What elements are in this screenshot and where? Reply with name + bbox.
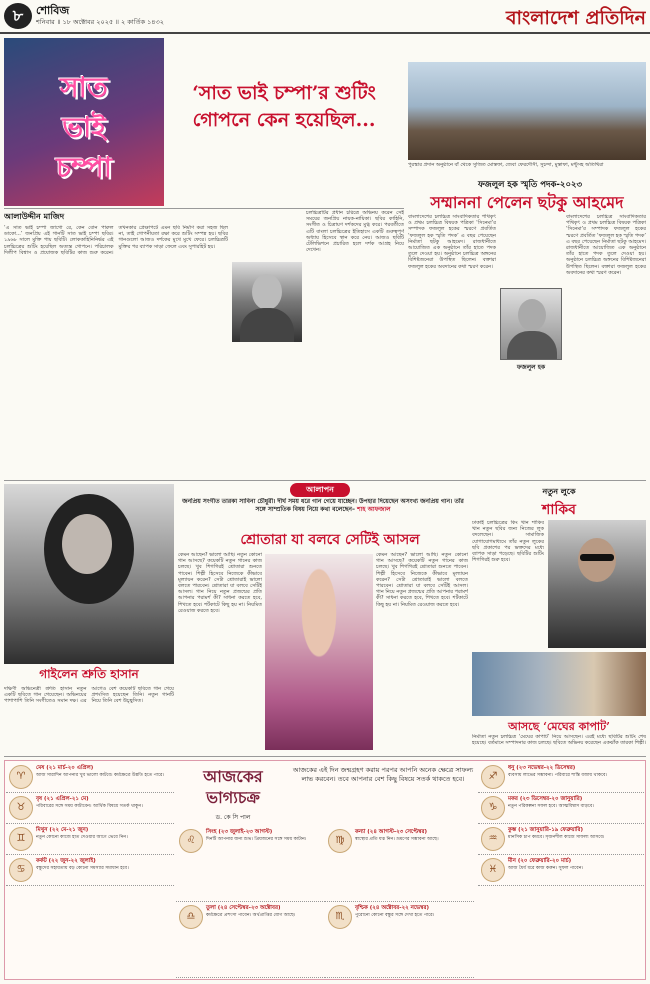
sign-text: পরিবারের সঙ্গে সময় কাটাবেন। আর্থিক বিষয়ে সতর্ক থাকুন।	[36, 804, 143, 809]
shruti-headline: গাইলেন শ্রুতি হাসান	[39, 667, 139, 681]
sign-item	[6, 793, 174, 824]
sign-item	[176, 826, 325, 902]
lead-byline: আলাউদ্দীন মাজিদ	[4, 212, 65, 221]
sign-item	[325, 902, 474, 978]
aries-icon: ♈	[9, 765, 33, 789]
mekher-headline: আসছে ‘মেঘের কাপাট’	[508, 720, 610, 733]
sign-text: ব্যবসায় লাভের সম্ভাবনা। পরিবারে শান্তি বজায় থাকবে।	[508, 773, 608, 778]
shakib-name: শাকিব	[542, 502, 576, 518]
award-kicker: ফজলুল হক স্মৃতি পদক-২০২৩	[477, 180, 583, 190]
shruti-photo	[4, 484, 174, 664]
sign-item	[478, 824, 644, 855]
libra-icon: ♎	[179, 905, 203, 929]
sign-text: আজ সারাদিন আপনার খুব ভালো কাটবে। কর্মক্ষেত্রে উন্নতি হতে পারে।	[36, 773, 165, 778]
sign-item	[6, 762, 174, 793]
sign-text: নতুন কোনো কাজে হাত দেওয়ার আগে ভেবে নিন।	[36, 835, 128, 840]
sign-text: মানসিক চাপ কমবে। সৃজনশীল কাজে সাফল্য আসবে।	[508, 835, 605, 840]
poster-title: সাত ভাই চম্পা	[56, 71, 112, 184]
award-body-cont: বাংলাদেশের চলচ্চিত্র সাংবাদিকতার পথিকৃৎ ও প্রথম চলচ্চিত্র বিষয়ক পত্রিকা ‘সিনেমা’র সম্পাদক ফজলুল হকের স্মরণে প্রবর্তিত ‘ফজলুল হক স্মৃতি পদক’ এ বছর পেয়েছেন নির্মাতা ছটকু আহমেদ। রাজধানীতে আয়োজিত এক অনুষ্ঠানে তাঁর হাতে পদক তুলে দেওয়া হয়। অনুষ্ঠানে চলচ্চিত্র অঙ্গনের বিশিষ্টজনেরা উপস্থিত ছিলেন। বক্তারা ফজলুল হকের অবদানের কথা স্মরণ করেন।	[566, 214, 646, 276]
sign-name: সিংহ (২৩ জুলাই-২৩ আগস্ট)	[206, 829, 273, 835]
interview-logo: আলাপন	[290, 483, 350, 497]
leo-icon: ♌	[179, 829, 203, 853]
sign-text: কর্মক্ষেত্রে প্রশংসা পাবেন। অর্থপ্রাপ্তির যোগ আছে।	[206, 913, 296, 918]
pisces-icon: ♓	[481, 858, 505, 882]
capricorn-icon: ♑	[481, 796, 505, 820]
issue-date: শনিবার ॥ ১৮ অক্টোবর ২০২৫ ॥ ২ কার্তিক ১৪৩২	[36, 18, 164, 26]
mekher-photo	[472, 652, 646, 716]
interview-body: কেমন আছেন? ভালো আছি। নতুন কোনো গান আসছে? কয়েকটি নতুন গানের কাজ চলছে। খুব শিগগিরই শ্রোতারা শুনতে পাবেন। শিল্পী হিসেবে নিজেকে কীভাবে মূল্যায়ন করেন? সেটা শ্রোতারাই ভালো বলতে পারবেন। শ্রোতারা যা বলবে সেটিই আসল। গান নিয়ে নতুন প্রজন্মের প্রতি আপনার পরামর্শ কী? সাধনা করতে হবে, শিখতে হবে। শর্টকাটে কিছু হয় না। নিয়মিত রেওয়াজ করতে হবে।	[178, 552, 262, 614]
sign-item	[325, 826, 474, 902]
sign-name: ধনু (২৩ নভেম্বর-২২ ডিসেম্বর)	[508, 765, 576, 771]
shakib-kicker: নতুন লুকে	[542, 487, 576, 496]
interview-intro	[178, 498, 468, 524]
award-headline: সম্মাননা পেলেন ছটকু আহমেদ	[430, 193, 624, 212]
sign-text: পুরোনো কোনো বন্ধুর সঙ্গে দেখা হতে পারে।	[355, 913, 435, 918]
sagittarius-icon: ♐	[481, 765, 505, 789]
sign-item	[176, 902, 325, 978]
scorpio-icon: ♏	[328, 905, 352, 929]
sign-name: মেষ (২১ মার্চ-২০ এপ্রিল)	[36, 765, 94, 771]
gemini-icon: ♊	[9, 827, 33, 851]
lead-divider	[4, 208, 404, 209]
interview-headline: শ্রোতারা যা বলবে সেটিই আসল	[240, 532, 420, 548]
sign-name: কন্যা (২৪ আগস্ট-২৩ সেপ্টেম্বর)	[355, 829, 428, 835]
page-number: ৮	[4, 3, 32, 29]
lead-body: ‘এ সাত ভাই চম্পা জাগো রে, কেন বোন পারুল ডাকো...’ জনপ্রিয় এই গানটি সাত ভাই চম্পা ছবির। ১৯৬৮ সালে মুক্তি পায় ছবিটি। লোককাহিনিনির্ভর এই চলচ্চিত্রের শুটিং হয়েছিল অত্যন্ত গোপনে। পরিচালক দিলীপ বিশ্বাস ও প্রযোজক ছবিটির কাজ শুরু করেন। তখনকার প্রেক্ষাপটে এমন ছবি নির্মাণ করা সহজ ছিল না, তাই গোপনীয়তা রক্ষা করে শুটিং সম্পন্ন হয়। ছবির গানগুলো আজও দর্শকের মুখে মুখে ফেরে। চলচ্চিত্রটি মুক্তির পর ব্যাপক সাড়া ফেলে এবং সুপারহিট হয়।	[4, 225, 228, 256]
award-portrait-label: ফজলুল হক	[516, 364, 546, 371]
sign-name: মীন (২০ ফেব্রুয়ারি-২০ মার্চ)	[508, 858, 572, 864]
sign-name: বৃষ (২১ এপ্রিল-২১ মে)	[36, 796, 89, 802]
sign-item	[6, 824, 174, 855]
lead-headline: ‘সাত ভাই চম্পা’র শুটিং গোপনে কেন হয়েছিল...	[192, 82, 376, 131]
sign-text: আজ ধৈর্য ধরে কাজ করুন। সুফল পাবেন।	[508, 866, 584, 871]
shakib-photo	[548, 520, 646, 648]
lead-portrait	[232, 262, 302, 342]
cancer-icon: ♋	[9, 858, 33, 882]
horoscope-title: আজকের ভাগ্যচক্র	[203, 767, 263, 807]
section-name: শোবিজ	[36, 4, 70, 16]
sign-name: তুলা (২৪ সেপ্টেম্বর-২৩ অক্টোবর)	[206, 905, 281, 911]
sign-item	[6, 855, 174, 886]
award-body: বাংলাদেশের চলচ্চিত্র সাংবাদিকতার পথিকৃৎ ও প্রথম চলচ্চিত্র বিষয়ক পত্রিকা ‘সিনেমা’র সম্পাদক ফজলুল হকের স্মরণে প্রবর্তিত ‘ফজলুল হক স্মৃতি পদক’ এ বছর পেয়েছেন নির্মাতা ছটকু আহমেদ। রাজধানীতে আয়োজিত এক অনুষ্ঠানে তাঁর হাতে পদক তুলে দেওয়া হয়। অনুষ্ঠানে চলচ্চিত্র অঙ্গনের বিশিষ্টজনেরা উপস্থিত ছিলেন। বক্তারা ফজলুল হকের অবদানের কথা স্মরণ করেন।	[408, 214, 496, 270]
newspaper-logo: বাংলাদেশ প্রতিদিন	[505, 7, 646, 29]
sign-name: কর্কট (২২ জুন-২২ জুলাই)	[36, 858, 96, 864]
sign-text: বন্ধুদের সহায়তায় বড় কোনো সমস্যার সমাধান হবে।	[36, 866, 129, 871]
award-photo-caption: পুরস্কার প্রদান অনুষ্ঠানে বাঁ থেকে সুজিত মোস্তফা, জেবা ফেরদৌসী, সুচন্দা, মুস্তাফা, মন্টুসহ অতিথিরা	[408, 162, 604, 168]
taurus-icon: ♉	[9, 796, 33, 820]
interview-portrait	[265, 554, 373, 750]
lead-body-cont: চলচ্চিত্রটির প্রধান চরিত্রে অভিনয় করেন সেই সময়ের জনপ্রিয় নায়ক-নায়িকা। ছবির কাহিনি, সংগীত ও চিত্রায়ণ দর্শকদের মুগ্ধ করে। পরবর্তীতে এটি বাংলা চলচ্চিত্রের ইতিহাসে একটি গুরুত্বপূর্ণ অধ্যায় হিসেবে স্থান করে নেয়। আজও ছবিটি টেলিভিশনে প্রচারিত হলে দর্শক আগ্রহ নিয়ে দেখেন।	[306, 210, 404, 254]
mekher-body: নির্মাতা নতুন চলচ্চিত্র ‘মেঘের কাপাট’ নিয়ে আসছেন। এরই মধ্যে ছবিটির শুটিং শেষ হয়েছে। বর্তমানে সম্পাদনার কাজ চলছে। ছবিতে অভিনয় করেছেন একঝাঁক তারকা শিল্পী।	[472, 734, 646, 747]
horoscope-right	[478, 762, 644, 978]
horoscope-author: ড. কে সি পাল	[215, 814, 251, 821]
sign-text: দিনটি আপনার জন্য শুভ। প্রিয়জনের সঙ্গে সময় কাটান।	[206, 837, 307, 842]
sign-text: নতুন পরিকল্পনা সফল হবে। আত্মবিশ্বাস বাড়বে।	[508, 804, 594, 809]
shruti-body: দক্ষিণী অভিনেত্রী শ্রুতি হাসান নতুন একটি ছবিতে গান গেয়েছেন। অভিনয়ের পাশাপাশি তিনি সংগীতেও সমান দক্ষ। এর আগেও বেশ কয়েকটি ছবিতে গান গেয়ে প্রশংসিত হয়েছেন তিনি। নতুন গানটি নিয়ে তিনি বেশ উচ্ছ্বসিত।	[4, 686, 174, 705]
sign-name: মিথুন (২২ মে-২১ জুন)	[36, 827, 89, 833]
aquarius-icon: ♒	[481, 827, 505, 851]
sign-item	[478, 793, 644, 824]
section-rule	[4, 480, 646, 481]
horoscope-intro: আজকের এই দিন জন্মগ্রহণ করায় পরপর আপনি অনেক ক্ষেত্রে সাফল্য লাভ করবেন। তবে আপনার বেশ কিছু বিষয়ে সতর্ক থাকতে হবে।	[292, 766, 474, 783]
horoscope-middle	[176, 826, 474, 978]
lead-poster	[4, 38, 164, 206]
sign-name: মকর (২৩ ডিসেম্বর-২০ জানুয়ারি)	[508, 796, 583, 802]
interview-body-cont: কেমন আছেন? ভালো আছি। নতুন কোনো গান আসছে? কয়েকটি নতুন গানের কাজ চলছে। খুব শিগগিরই শ্রোতারা শুনতে পাবেন। শিল্পী হিসেবে নিজেকে কীভাবে মূল্যায়ন করেন? সেটা শ্রোতারাই ভালো বলতে পারবেন। শ্রোতারা যা বলবে সেটিই আসল। গান নিয়ে নতুন প্রজন্মের প্রতি আপনার পরামর্শ কী? সাধনা করতে হবে, শিখতে হবে। শর্টকাটে কিছু হয় না। নিয়মিত রেওয়াজ করতে হবে।	[376, 552, 468, 608]
sign-text: স্বাস্থ্যের প্রতি যত্ন নিন। ভ্রমণের সম্ভাবনা আছে।	[355, 837, 439, 842]
sign-name: কুম্ভ (২১ জানুয়ারি-১৯ ফেব্রুয়ারি)	[508, 827, 584, 833]
virgo-icon: ♍	[328, 829, 352, 853]
sign-name: বৃশ্চিক (২৪ অক্টোবর-২২ নভেম্বর)	[355, 905, 430, 911]
award-portrait	[500, 288, 562, 360]
award-photo	[408, 62, 646, 160]
horoscope-left	[6, 762, 174, 978]
shakib-body: ঢাকাই চলচ্চিত্রের কিং খান শাকিব খান নতুন ছবির জন্য নিজের লুক বদলেছেন। সামাজিক যোগাযোগমাধ্যমে তাঁর নতুন লুকের ছবি প্রকাশের পর ভক্তদের মধ্যে ব্যাপক সাড়া পড়েছে। ছবিটির শুটিং শিগগিরই শুরু হবে।	[472, 520, 544, 564]
sign-item	[478, 762, 644, 793]
header-rule	[0, 32, 650, 34]
interview-intro-text: জনপ্রিয় সংগীত তারকা সাবিনা চৌধুরী। দীর্ঘ সময় ধরে গান গেয়ে যাচ্ছেন। উপহার দিয়েছেন অসংখ্য জনপ্রিয় গান। তাঁর সঙ্গে সাম্প্রতিক বিষয় নিয়ে কথা বলেছেন–	[182, 498, 464, 513]
interview-reporter: শাহ আফজাল	[357, 506, 391, 513]
sign-item	[478, 855, 644, 886]
section-rule-2	[4, 756, 646, 757]
